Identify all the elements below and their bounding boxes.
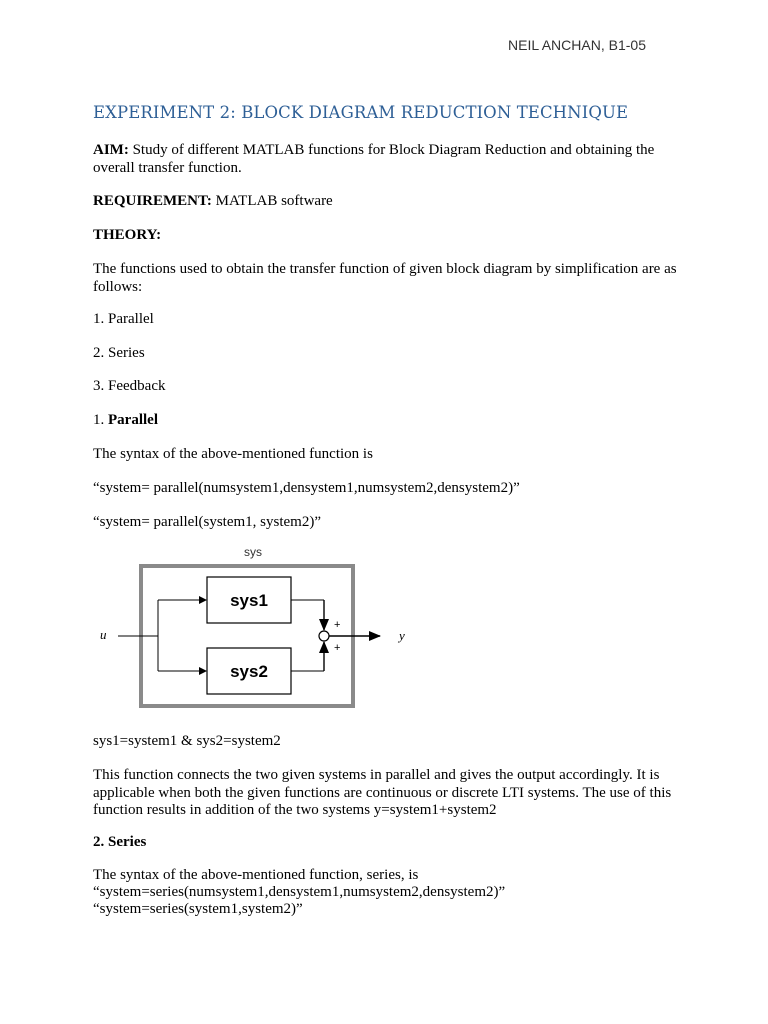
list-item-feedback: 3. Feedback <box>93 378 166 394</box>
plus-bottom-sign: + <box>334 642 341 654</box>
parallel-description: This function connects the two given systems in parallel and gives the output accordingly. It is applicable when both the given functions are continuous or discrete LTI systems. The use of this function results in addition of the two systems y=system1+system2 <box>93 767 675 818</box>
parallel-diagram-svg <box>90 540 420 715</box>
aim-label: AIM: <box>93 142 129 158</box>
parallel-syntax-intro: The syntax of the above-mentioned function is <box>93 446 373 462</box>
requirement-label: REQUIREMENT: <box>93 193 212 209</box>
parallel-heading <box>93 412 688 430</box>
series-syntax-2: “system=series(system1,system2)” <box>93 901 303 917</box>
input-u-label: u <box>100 627 107 642</box>
list-item-parallel: 1. Parallel <box>93 311 154 327</box>
series-heading: 2. Series <box>93 834 147 850</box>
requirement-text: MATLAB software <box>211 193 333 209</box>
theory-heading: THEORY: <box>93 227 162 243</box>
parallel-number: 1. <box>93 412 108 428</box>
parallel-heading-text: Parallel <box>108 412 158 428</box>
summing-junction <box>319 631 329 641</box>
series-syntax-1: “system=series(numsystem1,densystem1,numsystem2,densystem2)” <box>93 884 506 900</box>
sys2-label: sys2 <box>230 662 268 681</box>
author-header: NEIL ANCHAN, B1-05 <box>508 37 646 53</box>
sys-equivalence: sys1=system1 & sys2=system2 <box>93 733 281 749</box>
sys1-label: sys1 <box>230 591 268 610</box>
theory-intro: The functions used to obtain the transfer function of given block diagram by simplification are as follows: <box>93 261 681 295</box>
series-syntax-intro: The syntax of the above-mentioned function, series, is <box>93 867 419 883</box>
parallel-syntax-1: “system= parallel(numsystem1,densystem1,numsystem2,densystem2)” <box>93 480 520 496</box>
aim-paragraph <box>93 142 688 177</box>
list-item-series: 2. Series <box>93 345 145 361</box>
requirement-paragraph <box>93 193 688 211</box>
outer-sys-label: sys <box>244 545 262 559</box>
plus-top-sign: + <box>334 619 341 631</box>
output-y-label: y <box>399 628 405 643</box>
aim-text: Study of different MATLAB functions for Block Diagram Reduction and obtaining the overall transfer function. <box>93 142 659 176</box>
page-title: EXPERIMENT 2: BLOCK DIAGRAM REDUCTION TECHNIQUE <box>93 103 629 122</box>
parallel-syntax-2: “system= parallel(system1, system2)” <box>93 514 321 530</box>
parallel-block-diagram <box>90 540 420 715</box>
